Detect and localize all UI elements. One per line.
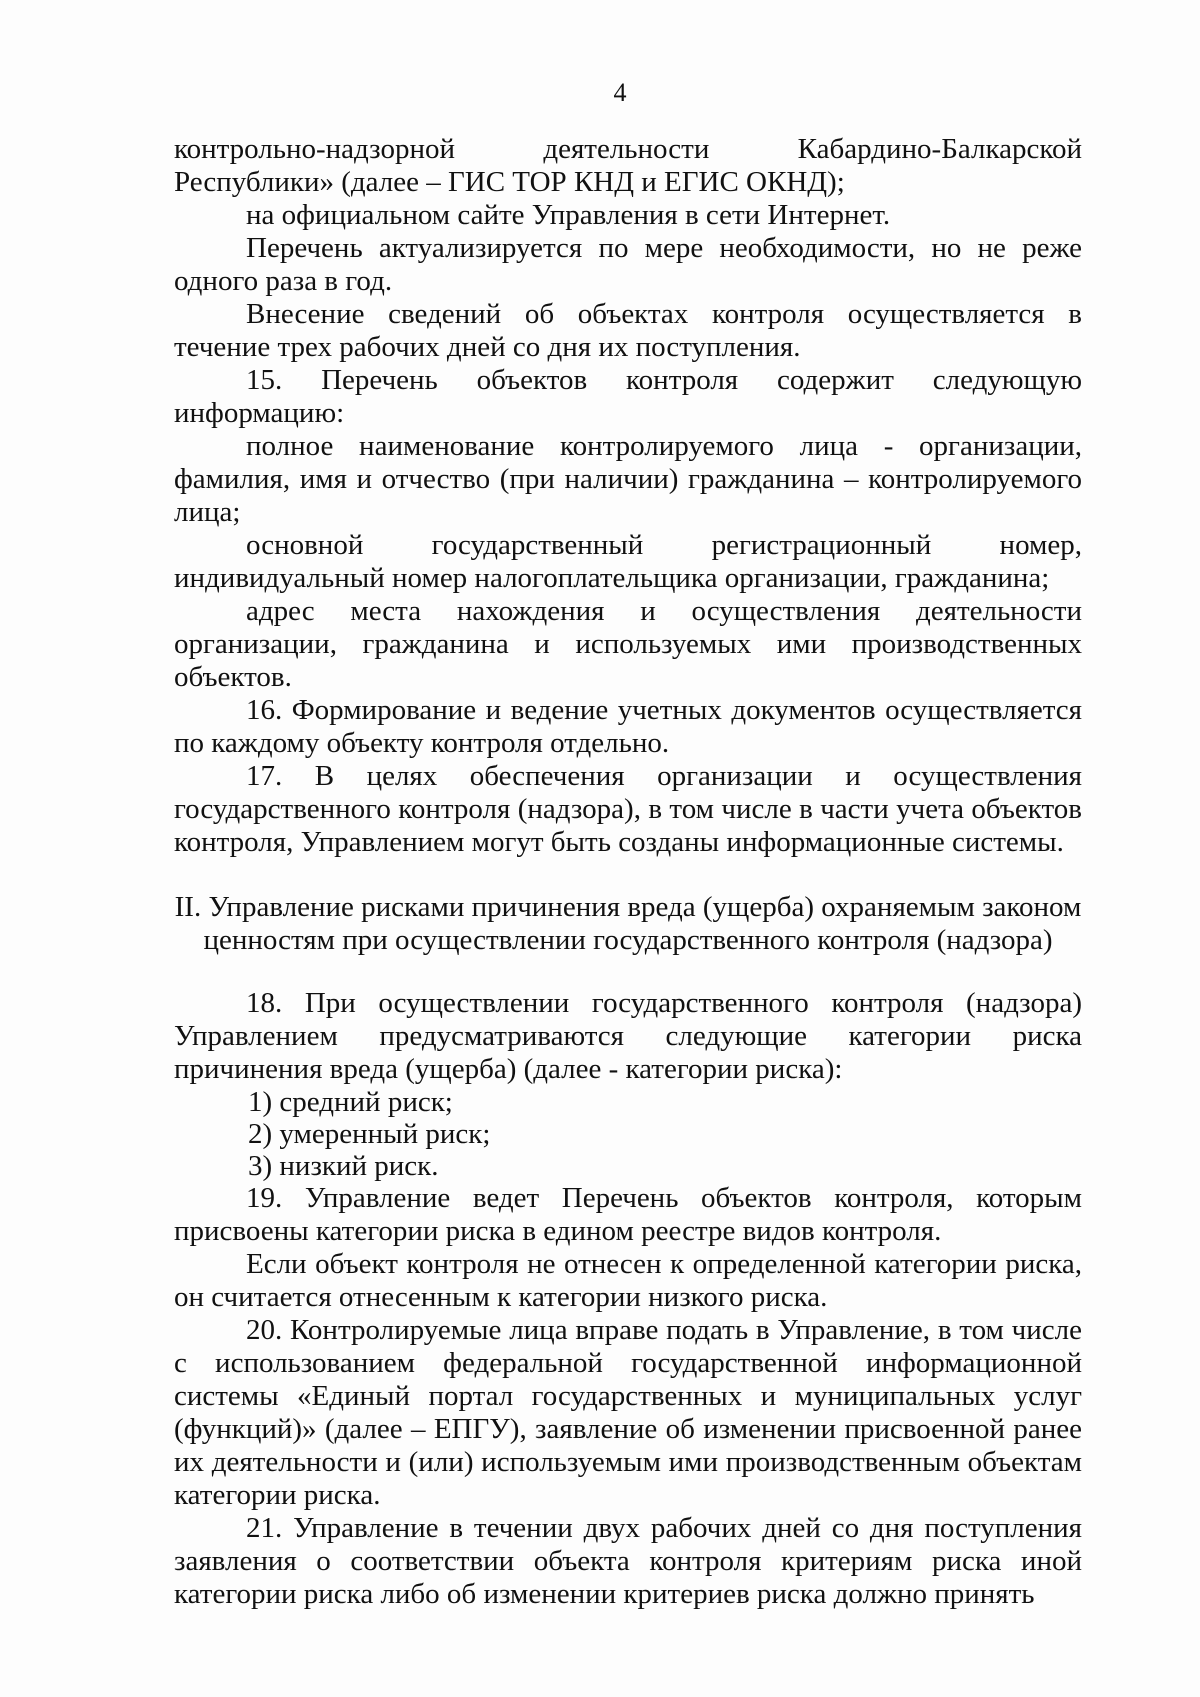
risk-list-item: 3) низкий риск. bbox=[248, 1150, 439, 1182]
paragraph-21: 21. Управление в течении двух рабочих дней со дня поступления заявления о соответствии объекта контроля критериям риска иной категории риска либо об изменении критериев риска должно принять bbox=[174, 1512, 1082, 1610]
paragraph-official-site: на официальном сайте Управления в сети Интернет. bbox=[246, 199, 891, 231]
paragraph-data-entry: Внесение сведений об объектах контроля осуществляется в течение трех рабочих дней со дня их поступления. bbox=[174, 298, 1082, 363]
paragraph-16: 16. Формирование и ведение учетных документов осуществляется по каждому объекту контроля отдельно. bbox=[174, 694, 1082, 759]
paragraph-19-note: Если объект контроля не отнесен к определенной категории риска, он считается отнесенным к категории низкого риска. bbox=[174, 1248, 1082, 1313]
paragraph-continuation: контрольно-надзорной деятельности Кабардино-Балкарской Республики» (далее – ГИС ТОР КНД и ЕГИС ОКНД); bbox=[174, 133, 1082, 198]
paragraph-15-address: адрес места нахождения и осуществления деятельности организации, гражданина и используемых ими производственных объектов. bbox=[174, 595, 1082, 693]
paragraph-19: 19. Управление ведет Перечень объектов контроля, которым присвоены категории риска в едином реестре видов контроля. bbox=[174, 1182, 1082, 1247]
page-number: 4 bbox=[613, 78, 627, 107]
paragraph-20: 20. Контролируемые лица вправе подать в Управление, в том числе с использованием федеральной государственной информационной системы «Единый портал государственных и муниципальных услуг (функций)» (далее – ЕПГУ), заявление об изменении присвоенной ранее их деятельности и (или) используемым ими производственным объектам категории риска. bbox=[174, 1314, 1082, 1511]
paragraph-15-ogrn: основной государственный регистрационный номер, индивидуальный номер налогоплательщика организации, гражданина; bbox=[174, 529, 1082, 594]
paragraph-18: 18. При осуществлении государственного контроля (надзора) Управлением предусматриваются следующие категории риска причинения вреда (ущерба) (далее - категории риска): bbox=[174, 987, 1082, 1085]
risk-list-item: 1) средний риск; bbox=[248, 1086, 453, 1118]
document-body bbox=[174, 133, 1082, 1611]
paragraph-list-update: Перечень актуализируется по мере необходимости, но не реже одного раза в год. bbox=[174, 232, 1082, 297]
paragraph-15-name: полное наименование контролируемого лица - организации, фамилия, имя и отчество (при наличии) гражданина – контролируемого лица; bbox=[174, 430, 1082, 528]
section-heading: II. Управление рисками причинения вреда (ущерба) охраняемым законом ценностям при осуществлении государственного контроля (надзора) bbox=[174, 891, 1082, 956]
paragraph-17: 17. В целях обеспечения организации и осуществления государственного контроля (надзора), в том числе в части учета объектов контроля, Управлением могут быть созданы информационные системы. bbox=[174, 760, 1082, 858]
paragraph-15: 15. Перечень объектов контроля содержит следующую информацию: bbox=[174, 364, 1082, 429]
risk-list-item: 2) умеренный риск; bbox=[248, 1118, 491, 1150]
